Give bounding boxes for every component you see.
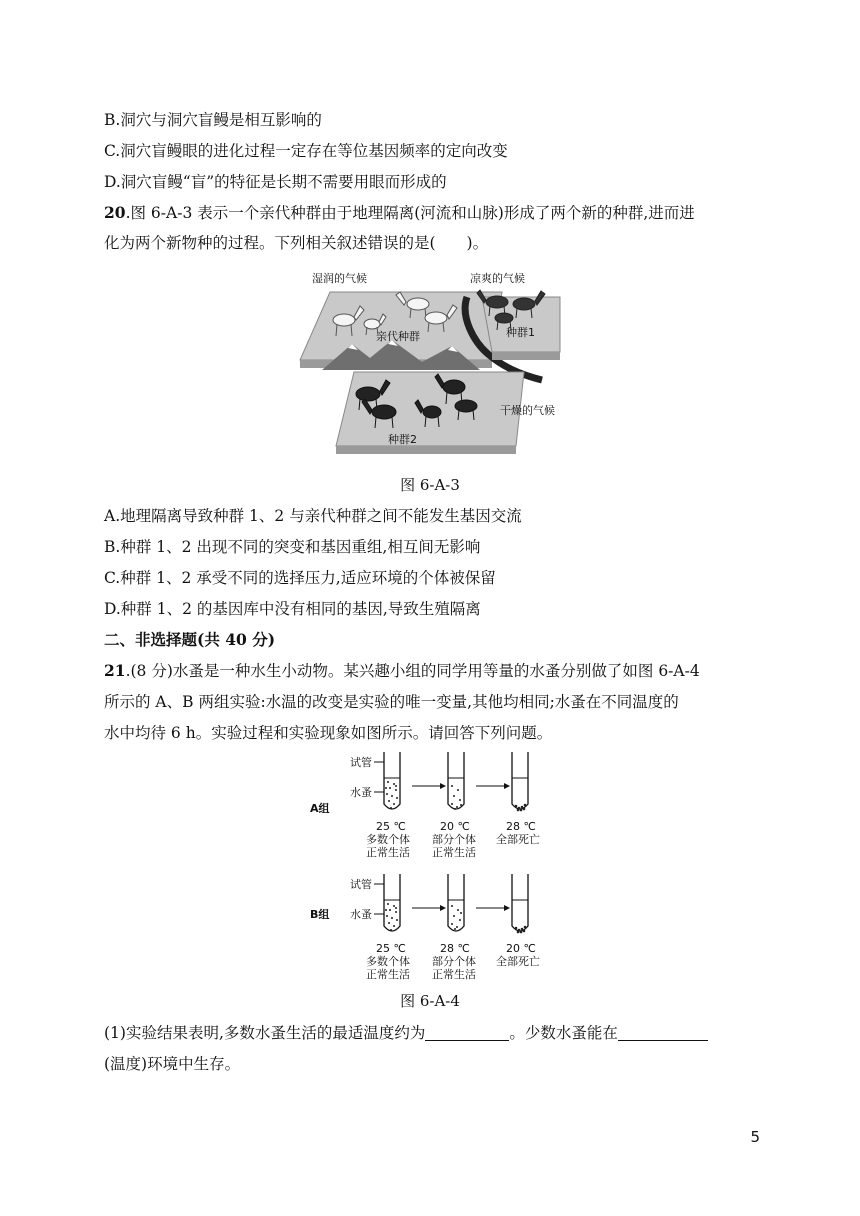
q19-option-c: C.洞穴盲鳗眼的进化过程一定存在等位基因频率的定向改变 [104, 142, 508, 160]
b-tube-3 [512, 874, 528, 931]
a-temp-1: 25 ℃ [376, 820, 406, 833]
b-arrow-1-head [440, 905, 446, 911]
q20-number: 20 [104, 203, 126, 222]
figure-6-a-3-caption: 图 6-A-3 [400, 476, 460, 494]
a-desc-1-line1: 多数个体 [366, 833, 410, 846]
b-temp-2: 28 ℃ [440, 942, 470, 955]
figure-6-a-3 [292, 262, 582, 458]
a-desc-1-line2: 正常生活 [366, 846, 410, 859]
b-label-flea: 水蚤 [350, 908, 372, 921]
a-temp-3: 28 ℃ [506, 820, 536, 833]
b-arrow-2-head [504, 905, 510, 911]
b-label-tube: 试管 [350, 878, 372, 891]
b-tube-1-fleas [385, 903, 398, 931]
q20-option-d: D.种群 1、2 的基因库中没有相同的基因,导致生殖隔离 [104, 600, 481, 618]
b-temp-3: 20 ℃ [506, 942, 536, 955]
q20-stem-line2: 化为两个新物种的过程。下列相关叙述错误的是( )。 [104, 234, 489, 252]
a-label-flea: 水蚤 [350, 786, 372, 799]
answer-blank-2[interactable] [618, 1024, 708, 1041]
a-tube-1 [384, 752, 400, 809]
q20-option-b: B.种群 1、2 出现不同的突变和基因重组,相互间无影响 [104, 538, 481, 556]
q19-option-b: B.洞穴与洞穴盲鳗是相互影响的 [104, 111, 322, 129]
label-dry-climate: 干燥的气候 [500, 404, 555, 417]
b-desc-2-line2: 正常生活 [432, 968, 476, 981]
q19-option-d: D.洞穴盲鳗“盲”的特征是长期不需要用眼而形成的 [104, 173, 447, 191]
section-heading: 二、非选择题(共 40 分) [104, 630, 276, 649]
a-tube-1-fleas [385, 781, 398, 809]
q21-stem-line2: 所示的 A、B 两组实验:水温的改变是实验的唯一变量,其他均相同;水蚤在不同温度的 [104, 693, 679, 711]
label-population-1: 种群1 [506, 326, 535, 339]
q20-option-a: A.地理隔离导致种群 1、2 与亲代种群之间不能发生基因交流 [104, 507, 522, 525]
q20-option-c: C.种群 1、2 承受不同的选择压力,适应环境的个体被保留 [104, 569, 496, 587]
b-desc-1-line1: 多数个体 [366, 955, 410, 968]
q21-stem-text1: .(8 分)水蚤是一种水生小动物。某兴趣小组的同学用等量的水蚤分别做了如图 6-A-4 [125, 662, 700, 680]
pop1-plateau-side [492, 352, 560, 360]
a-temp-2: 20 ℃ [440, 820, 470, 833]
label-cool-climate: 凉爽的气候 [470, 272, 525, 285]
b-desc-3-line1: 全部死亡 [496, 955, 540, 968]
a-label-tube: 试管 [350, 756, 372, 769]
a-tube-2-fleas [451, 785, 462, 810]
q21-sub1-text2: 。少数水蚤能在 [509, 1024, 618, 1042]
q21-sub1-line2: (温度)环境中生存。 [104, 1055, 241, 1073]
q21-sub1-line1 [104, 1023, 764, 1043]
a-desc-2-line1: 部分个体 [432, 833, 476, 846]
q21-stem-line1 [104, 661, 764, 681]
a-tube-3 [512, 752, 528, 809]
a-arrow-2-head [504, 783, 510, 789]
q20-stem-text1: .图 6-A-3 表示一个亲代种群由于地理隔离(河流和山脉)形成了两个新的种群,进而进 [125, 204, 695, 222]
q21-stem-line3: 水中均待 6 h。实验过程和实验现象如图所示。请回答下列问题。 [104, 724, 553, 742]
b-tube-2-fleas [451, 905, 462, 930]
group-b-label: B组 [310, 908, 330, 921]
label-parent-population: 亲代种群 [376, 330, 420, 343]
b-desc-2-line1: 部分个体 [432, 955, 476, 968]
label-population-2: 种群2 [388, 433, 417, 446]
a-desc-3-line1: 全部死亡 [496, 833, 540, 846]
pop2-plateau-side [336, 446, 516, 454]
b-tube-1 [384, 874, 400, 931]
a-arrow-1-head [440, 783, 446, 789]
figure-6-a-4 [300, 752, 570, 988]
q20-stem-line1 [104, 203, 764, 223]
b-temp-1: 25 ℃ [376, 942, 406, 955]
q21-number: 21 [104, 661, 126, 680]
b-desc-1-line2: 正常生活 [366, 968, 410, 981]
answer-blank-1[interactable] [425, 1024, 509, 1041]
figure-6-a-4-caption: 图 6-A-4 [400, 992, 460, 1010]
page-number: 5 [750, 1128, 760, 1146]
q21-sub1-text1: (1)实验结果表明,多数水蚤生活的最适温度约为 [104, 1024, 426, 1042]
a-desc-2-line2: 正常生活 [432, 846, 476, 859]
b-tube-2 [448, 874, 464, 931]
group-a-label: A组 [310, 802, 330, 815]
label-humid-climate: 湿润的气候 [312, 272, 367, 285]
a-tube-2 [448, 752, 464, 809]
